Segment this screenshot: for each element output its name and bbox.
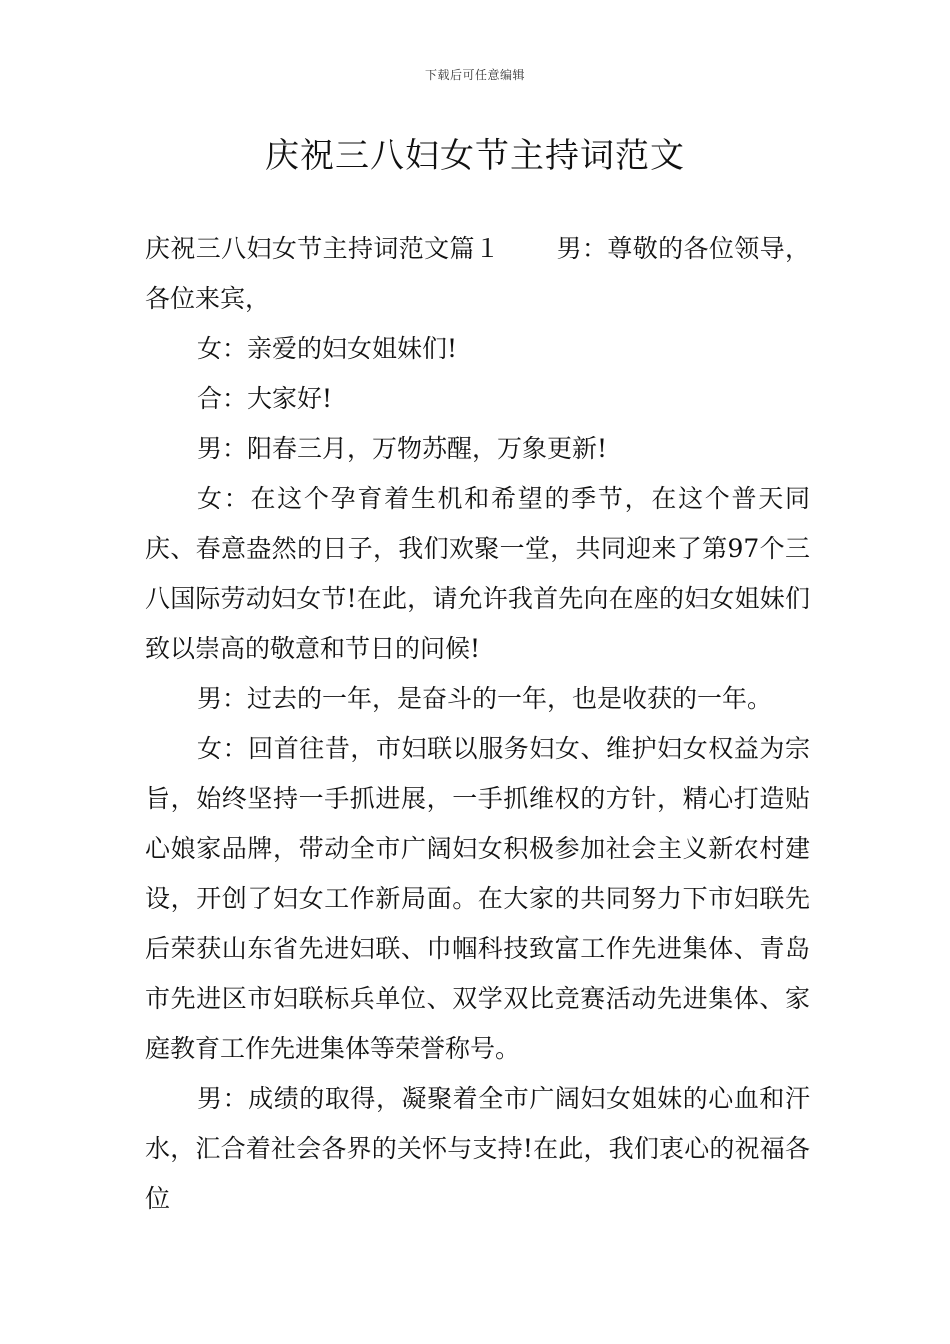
header-note: 下载后可任意编辑 xyxy=(424,68,525,82)
intro-heading: 庆祝三八妇女节主持词范文篇１ xyxy=(145,234,501,263)
document-title: 庆祝三八妇女节主持词范文 xyxy=(265,136,685,176)
document-body xyxy=(145,224,810,1224)
paragraph-1: 女：亲爱的妇女姐妹们! xyxy=(197,334,458,363)
paragraph-7: 男：成绩的取得，凝聚着全市广阔妇女姐妹的心血和汗水，汇合着社会各界的关怀与支持!在此，我们衷心的祝福各位 xyxy=(145,1084,810,1213)
paragraph-2: 合：大家好! xyxy=(197,384,333,413)
intro-text: 男：尊敬的各位领导，各位来宾， xyxy=(145,234,810,313)
paragraph-5: 男：过去的一年，是奋斗的一年，也是收获的一年。 xyxy=(197,684,773,713)
paragraph-6: 女：回首往昔，市妇联以服务妇女、维护妇女权益为宗旨，始终坚持一手抓进展，一手抓维权的方针，精心打造贴心娘家品牌，带动全市广阔妇女积极参加社会主义新农村建设，开创了妇女工作新局面。在大家的共同努力下市妇联先后荣获山东省先进妇联、巾帼科技致富工作先进集体、青岛市先进区市妇联标兵单位、双学双比竞赛活动先进集体、家庭教育工作先进集体等荣誉称号。 xyxy=(145,734,810,1063)
intro-paragraph xyxy=(145,224,810,324)
paragraph-4: 女：在这个孕育着生机和希望的季节，在这个普天同庆、春意盎然的日子，我们欢聚一堂，共同迎来了第97个三八国际劳动妇女节!在此，请允许我首先向在座的妇女姐妹们致以崇高的敬意和节日的问候! xyxy=(145,484,810,663)
paragraph-3: 男：阳春三月，万物苏醒，万象更新! xyxy=(197,434,608,463)
